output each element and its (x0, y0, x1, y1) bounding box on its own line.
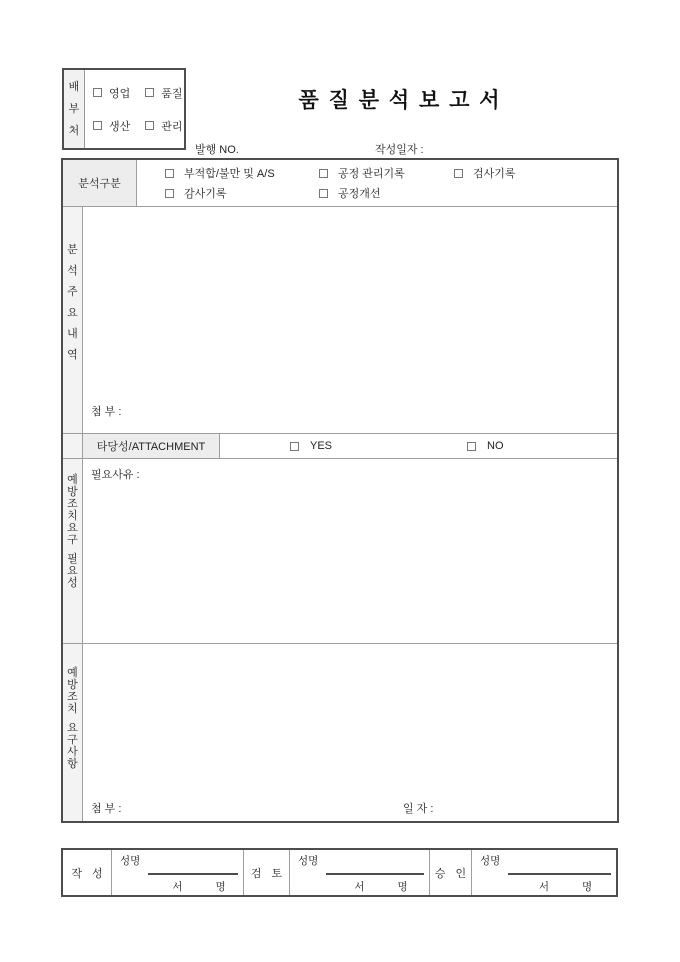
request-label-char: 예 (67, 667, 78, 679)
category-option-label: 공정개선 (338, 188, 381, 200)
checkbox-icon[interactable] (93, 121, 102, 130)
summary-label-char: 주 (67, 286, 78, 298)
sign-label: 서 명 (538, 881, 593, 893)
dist-option-label: 관리 (161, 120, 183, 133)
summary-label-char: 분 (67, 244, 78, 256)
checkbox-icon[interactable] (454, 169, 463, 178)
dist-option-management (145, 118, 182, 134)
request-label-char: 조 (67, 691, 78, 703)
category-option-nonconformity (165, 165, 319, 181)
writer-name-row (120, 853, 238, 875)
distribution-row-1 (93, 85, 184, 101)
category-option-label: 공정 관리기록 (338, 168, 405, 180)
reviewer-name-row (298, 853, 424, 875)
category-option-process-record (319, 165, 454, 181)
need-label-char: 요 (67, 565, 78, 577)
writer-signature-cell[interactable] (112, 850, 244, 895)
distribution-box (62, 68, 186, 150)
distribution-label-char: 배 (68, 80, 80, 93)
name-label: 성명 (298, 855, 319, 867)
distribution-label (64, 70, 85, 148)
summary-label-char: 역 (67, 349, 78, 361)
validity-options (220, 434, 617, 458)
dist-option-label: 생산 (109, 120, 131, 133)
approver-name-row (480, 853, 611, 875)
sign-label: 서 명 (172, 881, 226, 893)
sign-label: 서 명 (354, 881, 408, 893)
dist-option-quality (145, 85, 182, 101)
category-options-line-1 (137, 165, 617, 181)
request-date-label: 일 자 : (403, 803, 434, 815)
validity-no-label: NO (487, 440, 504, 452)
validity-option-yes (290, 440, 332, 452)
main-form-table (61, 158, 619, 823)
checkbox-icon[interactable] (165, 169, 174, 178)
need-label-char: 방 (67, 486, 78, 498)
request-label-char: 치 (67, 703, 78, 715)
request-label-char: 구 (67, 734, 78, 746)
need-label-char: 구 (67, 534, 78, 546)
category-option-inspection-record (454, 165, 516, 181)
summary-label-char: 요 (67, 307, 78, 319)
category-options-line-2 (137, 185, 617, 201)
distribution-label-char: 처 (68, 124, 80, 137)
reviewer-signature-cell[interactable] (290, 850, 430, 895)
reason-label: 필요사유 : (91, 469, 140, 481)
checkbox-icon[interactable] (145, 121, 154, 130)
summary-label-char: 석 (67, 265, 78, 277)
category-option-label: 검사기록 (473, 168, 516, 180)
category-option-process-improvement (319, 185, 381, 201)
validity-label: 타당성/ATTACHMENT (83, 434, 220, 458)
checkbox-icon[interactable] (290, 442, 299, 451)
dist-option-sales (93, 85, 130, 101)
approver-role-label: 승 인 (430, 850, 472, 895)
need-label-char: 성 (67, 577, 78, 589)
approver-signature-cell[interactable] (472, 850, 616, 895)
dist-option-label: 품질 (161, 87, 183, 100)
need-label-char: 치 (67, 510, 78, 522)
page-title: 품 질 분 석 보 고 서 (298, 89, 502, 112)
validity-left-strip (63, 434, 83, 458)
name-label: 성명 (120, 855, 141, 867)
preventive-request-label (63, 644, 83, 821)
preventive-need-label-group-2 (67, 554, 78, 589)
validity-option-no (467, 440, 504, 452)
request-label-char: 방 (67, 679, 78, 691)
checkbox-icon[interactable] (319, 169, 328, 178)
need-label-char: 요 (67, 522, 78, 534)
category-option-label: 부적합/불만 및 A/S (184, 168, 275, 180)
checkbox-icon[interactable] (319, 189, 328, 198)
written-date-label: 작성일자 : (375, 144, 424, 156)
preventive-request-content-area[interactable] (83, 644, 617, 821)
request-label-char: 항 (67, 758, 78, 770)
dist-option-label: 영업 (109, 87, 131, 100)
request-attachment-label: 첨 부 : (91, 803, 122, 815)
preventive-need-label-group-1 (67, 475, 78, 546)
distribution-options (85, 70, 184, 148)
preventive-need-content-area[interactable] (83, 459, 617, 643)
analysis-category-options (137, 160, 617, 206)
preventive-request-label-group-1 (67, 668, 78, 715)
distribution-row-2 (93, 118, 184, 134)
preventive-request-label-group-2 (67, 723, 78, 770)
issue-no-label: 발행 NO. (195, 144, 239, 156)
summary-attachment-label: 첨 부 : (91, 406, 122, 418)
checkbox-icon[interactable] (467, 442, 476, 451)
preventive-request-row (63, 643, 617, 821)
need-label-char: 조 (67, 498, 78, 510)
need-label-char: 필 (67, 553, 78, 565)
request-label-char: 사 (67, 746, 78, 758)
dist-option-production (93, 118, 130, 134)
reviewer-role-label: 검 토 (244, 850, 290, 895)
validity-row (63, 433, 617, 458)
preventive-need-row (63, 458, 617, 643)
distribution-label-char: 부 (68, 102, 80, 115)
analysis-summary-label (63, 207, 83, 433)
analysis-summary-row (63, 206, 617, 433)
summary-label-char: 내 (67, 328, 78, 340)
checkbox-icon[interactable] (165, 189, 174, 198)
checkbox-icon[interactable] (145, 88, 154, 97)
approval-table (61, 848, 618, 897)
analysis-category-label: 분석구분 (63, 160, 137, 206)
category-option-audit-record (165, 185, 319, 201)
validity-yes-label: YES (310, 440, 333, 452)
request-label-char: 요 (67, 722, 78, 734)
checkbox-icon[interactable] (93, 88, 102, 97)
preventive-need-label (63, 459, 83, 643)
writer-role-label: 작 성 (63, 850, 112, 895)
analysis-summary-content-area[interactable] (83, 207, 617, 433)
name-label: 성명 (480, 855, 501, 867)
analysis-category-row (63, 160, 617, 206)
category-option-label: 감사기록 (184, 188, 227, 200)
need-label-char: 예 (67, 474, 78, 486)
